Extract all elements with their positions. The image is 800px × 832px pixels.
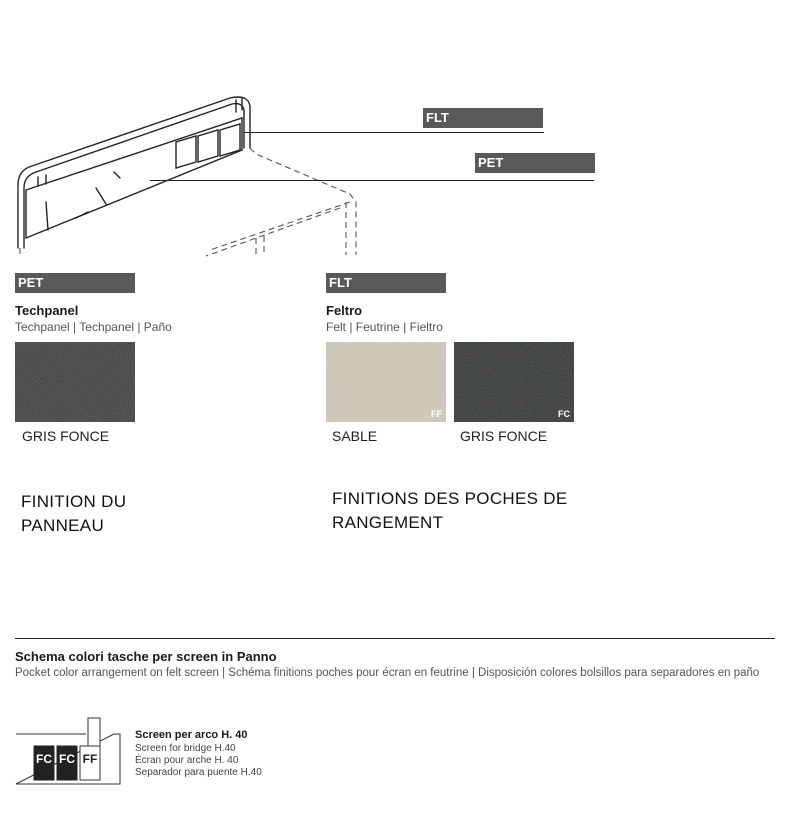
pet-finish-line2: PANNEAU [21,516,105,535]
flt-callout-label: FLT [423,108,543,128]
felt-texture [326,342,446,422]
flt-leader-line [244,132,544,133]
felt-texture [15,342,135,422]
pet-swatch-gris-fonce [15,342,135,422]
swatch-code-ff: FF [431,409,442,419]
legend-title: Screen per arco H. 40 [135,729,248,741]
legend-line-fr: Écran pour arche H. 40 [135,755,239,766]
scheme-subtitle: Pocket color arrangement on felt screen | Schéma finitions poches pour écran en feutrine | Disposición colores bolsillos para separadores en paño [15,667,760,679]
flt-swatch-gris-fonce [454,342,574,422]
flt-swatch-sable [326,342,446,422]
legend-line-en: Screen for bridge H.40 [135,743,236,754]
pet-callout-label: PET [475,153,595,173]
flt-subtitle: Felt | Feutrine | Fieltro [326,320,443,334]
flt-color-name-gris-fonce: GRIS FONCE [460,428,548,444]
pet-color-name: GRIS FONCE [22,428,110,444]
flt-finish-line2: RANGEMENT [332,513,444,532]
pet-subtitle: Techpanel | Techpanel | Paño [15,320,172,334]
scheme-title: Schema colori tasche per screen in Panno [15,649,277,664]
flt-finish-line1: FINITIONS DES POCHES DE [332,489,568,508]
pet-finish-line1: FINITION DU [21,492,127,511]
flt-color-name-sable: SABLE [332,428,378,444]
section-divider [15,638,775,639]
legend-line-es: Separador para puente H.40 [135,767,262,778]
pocket-code-3: FF [82,752,98,766]
screen-drawing [10,90,370,260]
pocket-code-2: FC [59,752,75,766]
flt-section-tag: FLT [326,273,446,293]
pocket-code-1: FC [36,752,52,766]
flt-title: Feltro [326,303,363,318]
pet-title: Techpanel [15,303,79,318]
felt-texture [454,342,574,422]
pet-leader-line [150,180,594,181]
pet-section-tag: PET [15,273,135,293]
swatch-code-fc: FC [558,409,570,419]
